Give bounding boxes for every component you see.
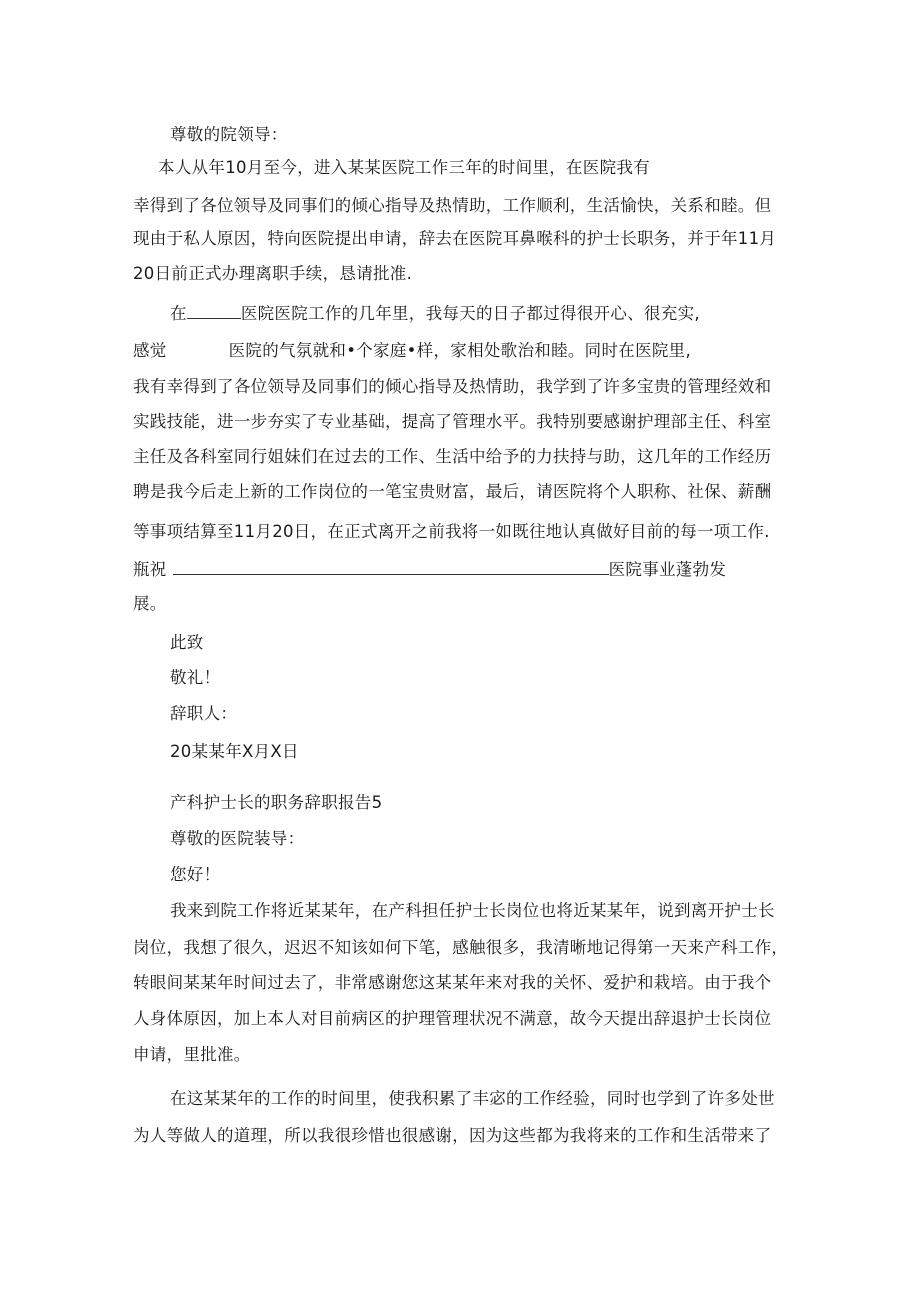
paragraph-line: 我有幸得到了各位领导及同事们的倾心指导及热情助，我学到了许多宝贵的管理经效和 <box>133 377 772 396</box>
salutation: 尊敬的院领导： <box>170 125 288 144</box>
salutation: 尊敬的医院装导： <box>170 829 305 848</box>
closing-line: 此致 <box>170 633 204 652</box>
wish-line <box>133 558 726 581</box>
paragraph-line: 我来到院工作将近某某年，在产科担任护士长岗位也将近某某年，说到离开护士长 <box>170 901 775 920</box>
paragraph-line: 转眼间某某年时间过去了，非常感谢您这某某年来对我的关怀、爱护和栽培。由于我个 <box>133 973 772 992</box>
paragraph-line <box>133 340 691 362</box>
section-title: 产科护士长的职务辞职报告5 <box>170 793 383 812</box>
date-line: 20某某年X月X日 <box>170 742 299 761</box>
signer-label: 辞职人： <box>170 704 238 723</box>
text-segment: 在 <box>170 304 187 323</box>
paragraph-line: 主任及各科室同行姐妹们在过去的工作、生活中给予的力扶持与助，这几年的工作经历 <box>133 447 772 466</box>
paragraph-line: 人身体原因，加上本人对目前病区的护理管理状况不满意，故今天提出辞退护士长岗位 <box>133 1009 772 1028</box>
paragraph-line: 申请，里批准。 <box>133 1045 251 1064</box>
paragraph-line: 聘是我今后走上新的工作岗位的一笔宝贵财富，最后，请医院将个人职称、社保、薪酬 <box>133 482 772 501</box>
paragraph-line: 在这某某年的工作的时间里，使我积累了丰宓的工作经验，同时也学到了许多处世 <box>170 1089 775 1108</box>
fill-blank <box>173 558 609 575</box>
paragraph-line: 岗位，我想了很久，迟迟不知该如何下笔，感触很多，我清晰地记得第一天来产科工作， <box>133 938 789 957</box>
paragraph-line: 现由于私人原因，特向医院提出申请，辞去在医院耳鼻喉科的护士长职务，并于年11月 <box>133 229 777 248</box>
paragraph-line: 实践技能，进一步夯实了专业基础，提高了管理水平。我特别要感谢护理部主任、科室 <box>133 412 772 431</box>
paragraph-line: 20日前正式办理离职手续，恳请批准. <box>133 264 413 283</box>
paragraph-line: 等事项结算至11月20日，在正式离开之前我将一如既往地认真做好目前的每一项工作. <box>133 522 770 541</box>
text-segment: 瓶祝 <box>133 560 167 579</box>
greeting: 您好！ <box>170 865 221 884</box>
fill-blank <box>187 302 241 319</box>
paragraph-line: 幸得到了各位领导及同事们的倾心指导及热情助，工作顺利，生活愉快，关系和睦。但 <box>133 196 772 215</box>
text-segment: 感觉 <box>133 341 167 360</box>
paragraph-line: 本人从年10月至今，进入某某医院工作三年的时间里，在医院我有 <box>158 158 650 177</box>
paragraph-line: 展。 <box>133 594 167 613</box>
closing-line: 敬礼！ <box>170 668 221 687</box>
text-segment: 医院事业蓬勃发 <box>608 560 727 579</box>
paragraph-line <box>170 302 700 325</box>
paragraph-line: 为人等做人的道理，所以我很珍惜也很感谢，因为这些都为我将来的工作和生活带来了 <box>133 1126 772 1145</box>
text-segment: 医院的气氛就和•个家庭•样，家相处歌治和睦。同时在医院里, <box>228 341 692 360</box>
text-segment: 医院医院工作的几年里，我每天的日子都过得很开心、很充实, <box>240 304 700 323</box>
